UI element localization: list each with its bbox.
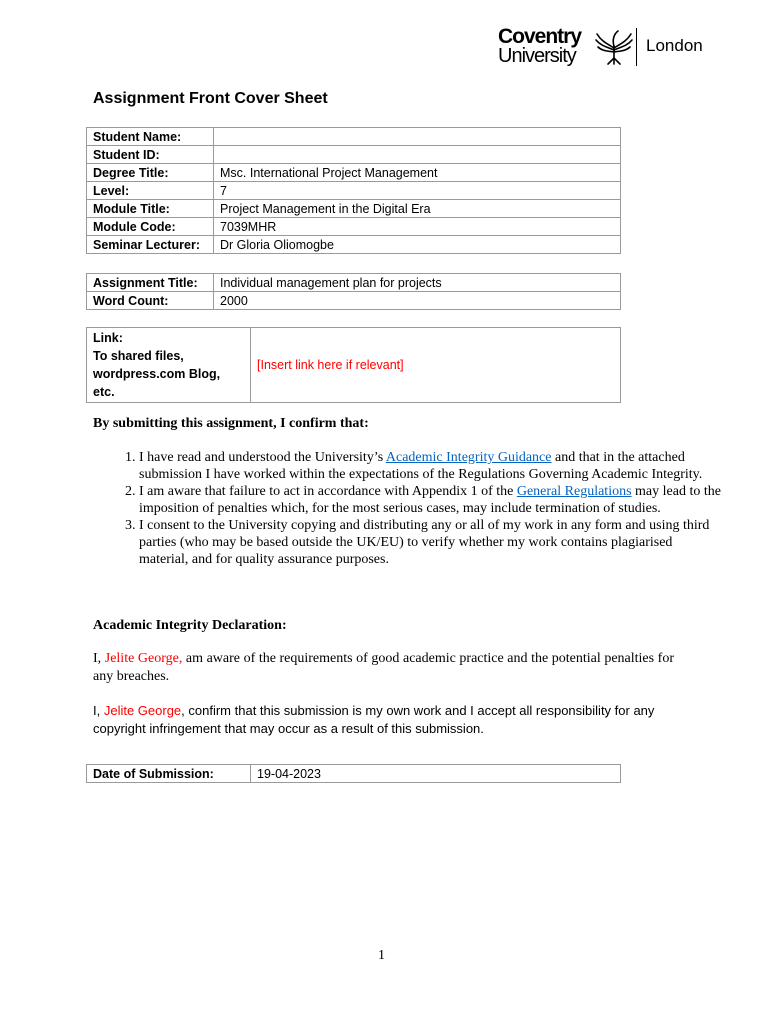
point-text: I consent to the University copying and distributing any or all of my work in any form and using third parties (who may be based outside the UK/EU) to verify whether my work contains plagiarised material, and for quality assurance purposes.	[139, 518, 710, 567]
table-row	[87, 328, 621, 403]
assignment-table	[86, 273, 621, 310]
level-label: Level:	[87, 182, 214, 200]
student-name-value	[214, 128, 621, 146]
student-id-value	[214, 146, 621, 164]
submission-date-label: Date of Submission:	[87, 765, 251, 783]
student-name-highlight: Jelite George,	[104, 651, 183, 666]
degree-title-label: Degree Title:	[87, 164, 214, 182]
phoenix-icon	[594, 28, 634, 66]
table-row	[87, 274, 621, 292]
list-item	[139, 483, 721, 517]
logo-city: London	[646, 36, 703, 55]
table-row	[87, 128, 621, 146]
table-row	[87, 218, 621, 236]
student-id-label: Student ID:	[87, 146, 214, 164]
link-label-line: To shared files,	[93, 349, 184, 363]
assignment-title-label: Assignment Title:	[87, 274, 214, 292]
table-row	[87, 182, 621, 200]
word-count-value: 2000	[214, 292, 621, 310]
declaration-paragraph-2	[93, 702, 678, 738]
university-logo	[498, 26, 713, 70]
link-label-line: etc.	[93, 385, 115, 399]
table-row	[87, 765, 621, 783]
degree-title-value: Msc. International Project Management	[214, 164, 621, 182]
academic-integrity-guidance-link[interactable]: Academic Integrity Guidance	[385, 450, 552, 465]
table-row	[87, 146, 621, 164]
module-code-label: Module Code:	[87, 218, 214, 236]
link-label	[87, 328, 251, 403]
link-value: [Insert link here if relevant]	[251, 328, 621, 403]
seminar-lecturer-label: Seminar Lecturer:	[87, 236, 214, 254]
logo-brand-top: Coventry	[498, 25, 582, 48]
list-item	[139, 449, 721, 483]
point-text: may lead to the imposition of penalties which, for the most serious cases, may include termination of studies.	[139, 484, 721, 516]
point-text: I have read and understood the University’s	[139, 450, 386, 465]
submission-date-value: 19-04-2023	[251, 765, 621, 783]
declaration-text: am aware of the requirements of good academic practice and the potential penalties for any breaches.	[93, 651, 674, 684]
logo-divider	[636, 28, 637, 66]
link-label-line: Link:	[93, 331, 123, 345]
page-title: Assignment Front Cover Sheet	[93, 90, 328, 107]
student-name-label: Student Name:	[87, 128, 214, 146]
declaration-text: I,	[93, 651, 105, 666]
declaration-text: I,	[93, 703, 104, 718]
module-title-label: Module Title:	[87, 200, 214, 218]
level-value: 7	[214, 182, 621, 200]
table-row	[87, 200, 621, 218]
table-row	[87, 292, 621, 310]
declaration-heading: Academic Integrity Declaration:	[93, 618, 287, 633]
student-name-highlight: Jelite George	[103, 703, 182, 718]
logo-brand-bottom: University	[498, 45, 576, 67]
module-title-value: Project Management in the Digital Era	[214, 200, 621, 218]
page-number: 1	[378, 948, 385, 963]
submission-table	[86, 764, 621, 783]
module-code-value: 7039MHR	[214, 218, 621, 236]
list-item	[139, 517, 721, 568]
assignment-title-value: Individual management plan for projects	[214, 274, 621, 292]
confirm-heading: By submitting this assignment, I confirm that:	[93, 416, 369, 431]
point-text: I am aware that failure to act in accordance with Appendix 1 of the	[139, 484, 517, 499]
confirmation-list	[95, 449, 721, 568]
link-label-line: wordpress.com Blog,	[93, 367, 221, 381]
declaration-text: , confirm that this submission is my own work and I accept all responsibility for any copyright infringement that may occur as a result of this submission.	[93, 703, 655, 736]
table-row	[87, 164, 621, 182]
table-row	[87, 236, 621, 254]
word-count-label: Word Count:	[87, 292, 214, 310]
declaration-paragraph-1	[93, 650, 674, 686]
general-regulations-link[interactable]: General Regulations	[516, 484, 632, 499]
student-details-table	[86, 127, 621, 254]
point-text: and that in the attached submission I have worked within the expectations of the Regulations Governing Academic Integrity.	[139, 450, 703, 482]
seminar-lecturer-value: Dr Gloria Oliomogbe	[214, 236, 621, 254]
link-table	[86, 327, 621, 403]
